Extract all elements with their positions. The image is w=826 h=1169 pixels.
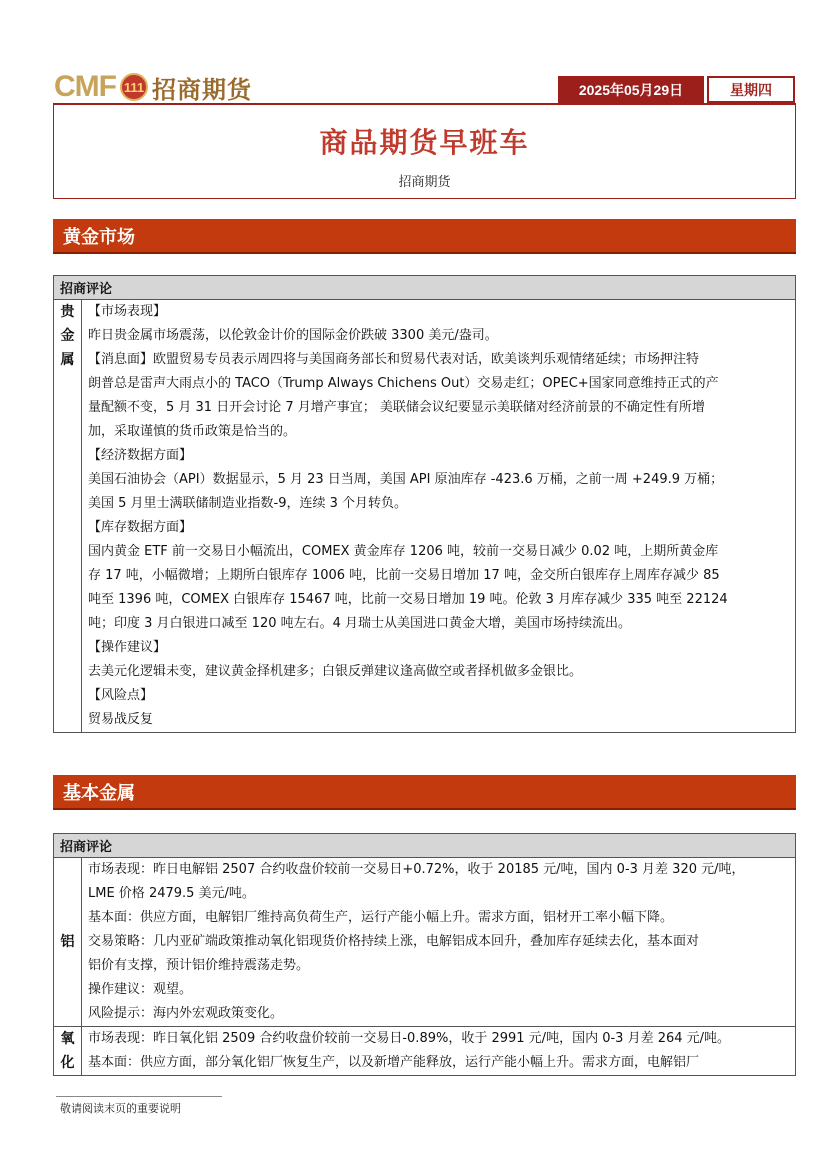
content-line: 铝价有支撑，预计铝价维持震荡走势。 xyxy=(88,958,310,973)
content-line: 【库存数据方面】 xyxy=(88,520,193,535)
page-title: 商品期货早班车 xyxy=(319,126,530,159)
content-cell xyxy=(82,1027,795,1075)
content-line: 【消息面】欧盟贸易专员表示周四将与美国商务部长和贸易代表对话，欧美谈判乐观情绪延续；市场押注特 xyxy=(88,352,700,367)
content-line: 【经济数据方面】 xyxy=(88,448,193,463)
logo-cmf-text: CMF xyxy=(54,70,116,103)
content-line: 贸易战反复 xyxy=(88,712,154,727)
company-logo xyxy=(54,70,252,104)
content-line: 朗普总是雷声大雨点小的 TACO（Trump Always Chichens Out）交易走红；OPEC+国家同意维持正式的产 xyxy=(88,376,719,391)
category-char: 化 xyxy=(60,1055,75,1071)
content-line: 【风险点】 xyxy=(88,688,154,703)
content-line: 市场表现：昨日电解铝 2507 合约收盘价较前一交易日+0.72%，收于 20185 元/吨，国内 0-3 月差 320 元/吨， xyxy=(88,862,745,877)
logo-badge-icon: 111 xyxy=(120,73,148,101)
report-weekday: 星期四 xyxy=(707,76,795,103)
title-box xyxy=(53,105,796,199)
footer-note: 敬请阅读末页的重要说明 xyxy=(60,1102,181,1115)
content-line: 存 17 吨，小幅微增；上期所白银库存 1006 吨，比前一交易日增加 17 吨，金交所白银库存上周库存减少 85 xyxy=(88,568,720,583)
content-line: 基本面：供应方面，电解铝厂维持高负荷生产，运行产能小幅上升。需求方面，铝材开工率小幅下降。 xyxy=(88,910,674,925)
content-cell xyxy=(82,300,795,732)
table-row-aluminum xyxy=(54,858,795,1027)
category-char: 氧 xyxy=(60,1031,75,1047)
footer-divider xyxy=(56,1096,222,1097)
content-line: 交易策略：几内亚矿端政策推动氧化铝现货价格持续上涨，电解铝成本回升，叠加库存延续去化，基本面对 xyxy=(88,934,700,949)
content-line: 加，采取谨慎的货币政策是恰当的。 xyxy=(88,424,297,439)
section-banner-base-metals: 基本金属 xyxy=(53,775,796,810)
content-line: 昨日贵金属市场震荡，以伦敦金计价的国际金价跌破 3300 美元/盎司。 xyxy=(88,328,498,343)
content-line: 国内黄金 ETF 前一交易日小幅流出，COMEX 黄金库存 1206 吨，较前一交易日减少 0.02 吨，上期所黄金库 xyxy=(88,544,719,559)
content-line: LME 价格 2479.5 美元/吨。 xyxy=(88,886,255,901)
table-row-precious-metals xyxy=(54,300,795,732)
content-line: 市场表现：昨日氧化铝 2509 合约收盘价较前一交易日-0.89%，收于 2991 元/吨，国内 0-3 月差 264 元/吨。 xyxy=(88,1031,731,1046)
content-line: 吨；印度 3 月白银进口减至 120 吨左右。4 月瑞士从美国进口黄金大增，美国市场持续流出。 xyxy=(88,616,632,631)
section-banner-gold: 黄金市场 xyxy=(53,219,796,254)
category-char: 贵 xyxy=(60,304,75,320)
table-head: 招商评论 xyxy=(54,276,795,300)
logo-company-name: 招商期货 xyxy=(151,75,252,104)
base-metals-comment-table xyxy=(53,833,796,1076)
content-line: 美国石油协会（API）数据显示，5 月 23 日当周，美国 API 原油库存 -423.6 万桶，之前一周 +249.9 万桶； xyxy=(88,472,724,487)
category-char: 属 xyxy=(60,352,75,368)
content-line: 吨至 1396 吨，COMEX 白银库存 15467 吨，比前一交易日增加 19 吨。伦敦 3 月库存减少 335 吨至 22124 xyxy=(88,592,728,607)
content-line: 量配额不变，5 月 31 日开会讨论 7 月增产事宜； 美联储会议纪要显示美联储对经济前景的不确定性有所增 xyxy=(88,400,705,415)
content-line: 【操作建议】 xyxy=(88,640,167,655)
category-char: 金 xyxy=(60,328,75,344)
page-subtitle: 招商期货 xyxy=(398,175,451,190)
category-cell xyxy=(54,858,82,1026)
report-date: 2025年05月29日 xyxy=(558,76,704,103)
table-head: 招商评论 xyxy=(54,834,795,858)
content-line: 操作建议：观望。 xyxy=(88,982,193,997)
content-line: 风险提示：海内外宏观政策变化。 xyxy=(88,1006,284,1021)
table-row-alumina xyxy=(54,1027,795,1076)
content-line: 去美元化逻辑未变，建议黄金择机建多；白银反弹建议逢高做空或者择机做多金银比。 xyxy=(88,664,583,679)
category-cell xyxy=(54,1027,82,1075)
content-line: 【市场表现】 xyxy=(88,304,167,319)
gold-comment-table xyxy=(53,275,796,733)
category-char: 铝 xyxy=(60,934,75,950)
content-line: 基本面：供应方面，部分氧化铝厂恢复生产，以及新增产能释放，运行产能小幅上升。需求方面，电解铝厂 xyxy=(88,1055,700,1070)
category-cell xyxy=(54,300,82,732)
content-cell xyxy=(82,858,795,1026)
content-line: 美国 5 月里士满联储制造业指数-9，连续 3 个月转负。 xyxy=(88,496,408,511)
